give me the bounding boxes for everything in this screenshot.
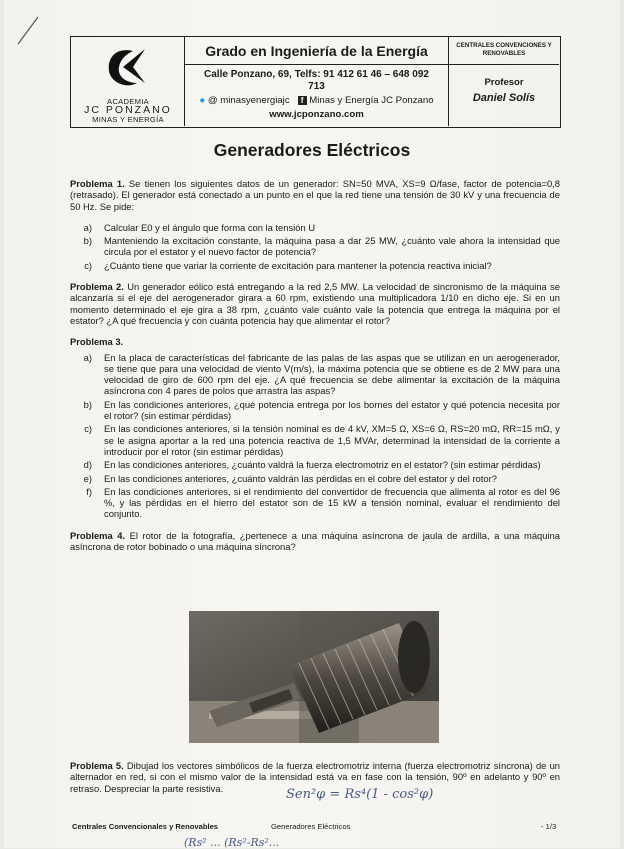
professor-name: Daniel Solís xyxy=(472,92,536,104)
item-label: f) xyxy=(86,485,92,497)
footer-left: Centrales Convencionales y Renovables xyxy=(72,822,219,831)
professor-block xyxy=(449,65,559,126)
problem-1-label: Problema 1. xyxy=(70,178,125,189)
item-label: c) xyxy=(84,259,92,271)
logo-line-1: ACADEMIA xyxy=(106,97,150,106)
footer-center: Generadores Eléctricos xyxy=(271,822,351,831)
list-item xyxy=(70,222,560,233)
problem-1 xyxy=(70,178,560,212)
problem-4-label: Problema 4. xyxy=(70,529,126,541)
item-label: e) xyxy=(83,472,92,484)
item-label: d) xyxy=(83,459,92,471)
problem-4 xyxy=(70,530,560,553)
logo-line-2: JC PONZANO xyxy=(84,104,172,116)
twitter-handle: @ minasyenergiajc xyxy=(207,95,290,106)
website-link: www.jcponzano.com xyxy=(269,109,364,120)
twitter-icon: ● xyxy=(199,95,206,106)
handwritten-note: Sen²φ = Rs⁴(1 - cos²φ) xyxy=(286,787,434,802)
item-label: c) xyxy=(84,423,92,435)
problems-body xyxy=(70,178,560,562)
problem-2 xyxy=(70,281,560,326)
page-title: Generadores Eléctricos xyxy=(213,140,411,160)
contact-block xyxy=(185,65,449,126)
problem-2-label: Problema 2. xyxy=(70,281,124,293)
handwritten-note-bottom: (Rs² ... (Rs²-Rs²... xyxy=(184,836,280,849)
list-item xyxy=(70,399,560,422)
rotor-photo xyxy=(189,611,439,743)
document-page xyxy=(4,0,620,848)
item-text: En las condiciones anteriores, ¿cuánto valdrán las pérdidas en el cobre del estator y del rotor? xyxy=(104,472,497,484)
problem-5-label: Problema 5. xyxy=(70,760,124,771)
problem-3-items xyxy=(70,352,560,520)
problem-1-text: Se tienen los siguientes datos de un generador: SN=50 MVA, XS=9 Ω/fase, factor de potencia=0,8 (retrasado). El generador está conectado a un punto en el que la red tiene una tensión de 30 kV y una frecuencia de 50 Hz. Se pide: xyxy=(70,178,560,212)
social-line xyxy=(185,95,448,107)
problem-3-label: Problema 3. xyxy=(70,336,124,348)
footer-page-number: - 1/3 xyxy=(541,822,557,831)
logo-line-3: MINAS Y ENERGÍA xyxy=(92,115,164,124)
problem-1-items xyxy=(70,222,560,271)
problem-5-text: Dibujad los vectores simbólicos de la fuerza electromotriz interna (fuerza electromotriz síncrona) de un alternador en red, si con el mismo valor de la intensidad está va en fase con la tensión, 90º en adelanto y 90º en retraso. Despreciar la parte resistiva. xyxy=(70,760,560,794)
list-item xyxy=(70,486,560,520)
list-item xyxy=(70,235,560,258)
item-text: En las condiciones anteriores, si la tensión nominal es de 4 kV, XM=5 Ω, XS=6 Ω, RS=20 mΩ, RR=15 mΩ, y se le asigna aportar a la red una potencia reactiva de 1,5 MVAr, determinad la intensidad de la corriente a introducir por el rotor (sin estimar pérdidas) xyxy=(104,423,560,457)
item-text: Calcular E0 y el ángulo que forma con la tensión U xyxy=(104,221,316,233)
list-item xyxy=(70,459,560,470)
header-table xyxy=(70,36,561,128)
item-text: ¿Cuánto tiene que variar la corriente de excitación para mantener la potencia reactiva inicial? xyxy=(104,259,492,271)
list-item xyxy=(70,260,560,271)
facebook-page: Minas y Energía JC Ponzano xyxy=(309,95,434,106)
problem-4-text: El rotor de la fotografía, ¿pertenece a una máquina asíncrona de jaula de ardilla, a una máquina asíncrona de rotor bobinado o una máquina síncrona? xyxy=(70,529,560,553)
professor-label: Profesor xyxy=(484,77,524,88)
item-text: Manteniendo la excitación constante, la máquina pasa a dar 25 MW, ¿cuánto vale ahora la intensidad que circula por el estator y el nuevo factor de potencia? xyxy=(104,235,560,258)
address: Calle Ponzano, 69, Telfs: 91 412 61 46 – 648 092 713 xyxy=(204,69,429,92)
degree-title: Grado en Ingeniería de la Energía xyxy=(185,37,449,65)
item-label: a) xyxy=(83,221,92,233)
list-item xyxy=(70,423,560,457)
item-label: b) xyxy=(83,398,92,410)
list-item xyxy=(70,352,560,397)
problem-2-text: Un generador eólico está entregando a la red 2,5 MW. La velocidad de sincronismo de la máquina se alcanzaría si el eje del aerogenerador girara a 60 rpm, existiendo una multiplicadora 1/10 en dicho eje. Si en un momento determinado el eje gira a 38 rpm, ¿cuánto vale cuánto vale la potencia que entrega la máquina por el estator? ¿A qué frecuencia y con cuánta potencia hay que alimentar el rotor? xyxy=(70,281,560,326)
item-text: En la placa de características del fabricante de las palas de las aspas que se utilizan en un aerogenerador, se tiene que para una velocidad de viento V(m/s), la máxima potencia que se obtiene es de 2 MW para una velocidad de giro de 600 rpm del eje. ¿A qué frecuencia se debe alimentar la excitación de la máquina asíncrona con 4 pares de polos que arrastra las aspas? xyxy=(104,351,560,397)
item-label: a) xyxy=(83,351,92,363)
item-text: En las condiciones anteriores, si el rendimiento del convertidor de frecuencia que alimenta al rotor es del 96 %, y las pérdidas en el hierro del estator son de 15 kW a tensión nominal, evaluar el rendimiento del conjunto. xyxy=(104,485,560,520)
item-text: En las condiciones anteriores, ¿cuánto valdrá la fuerza electromotriz en el estator? (sin estimar pérdidas) xyxy=(104,459,541,471)
subject-area: CENTRALES CONVENCIONES Y RENOVABLES xyxy=(449,37,559,65)
academy-logo-icon xyxy=(71,37,185,97)
item-label: b) xyxy=(83,235,92,247)
facebook-icon: f xyxy=(298,96,307,105)
academy-logo xyxy=(71,37,185,126)
list-item xyxy=(70,473,560,484)
item-text: En las condiciones anteriores, ¿qué potencia entrega por los bornes del estator y qué potencia necesita por el rotor? (sin estimar pérdidas) xyxy=(104,398,560,422)
problem-3 xyxy=(70,336,560,347)
